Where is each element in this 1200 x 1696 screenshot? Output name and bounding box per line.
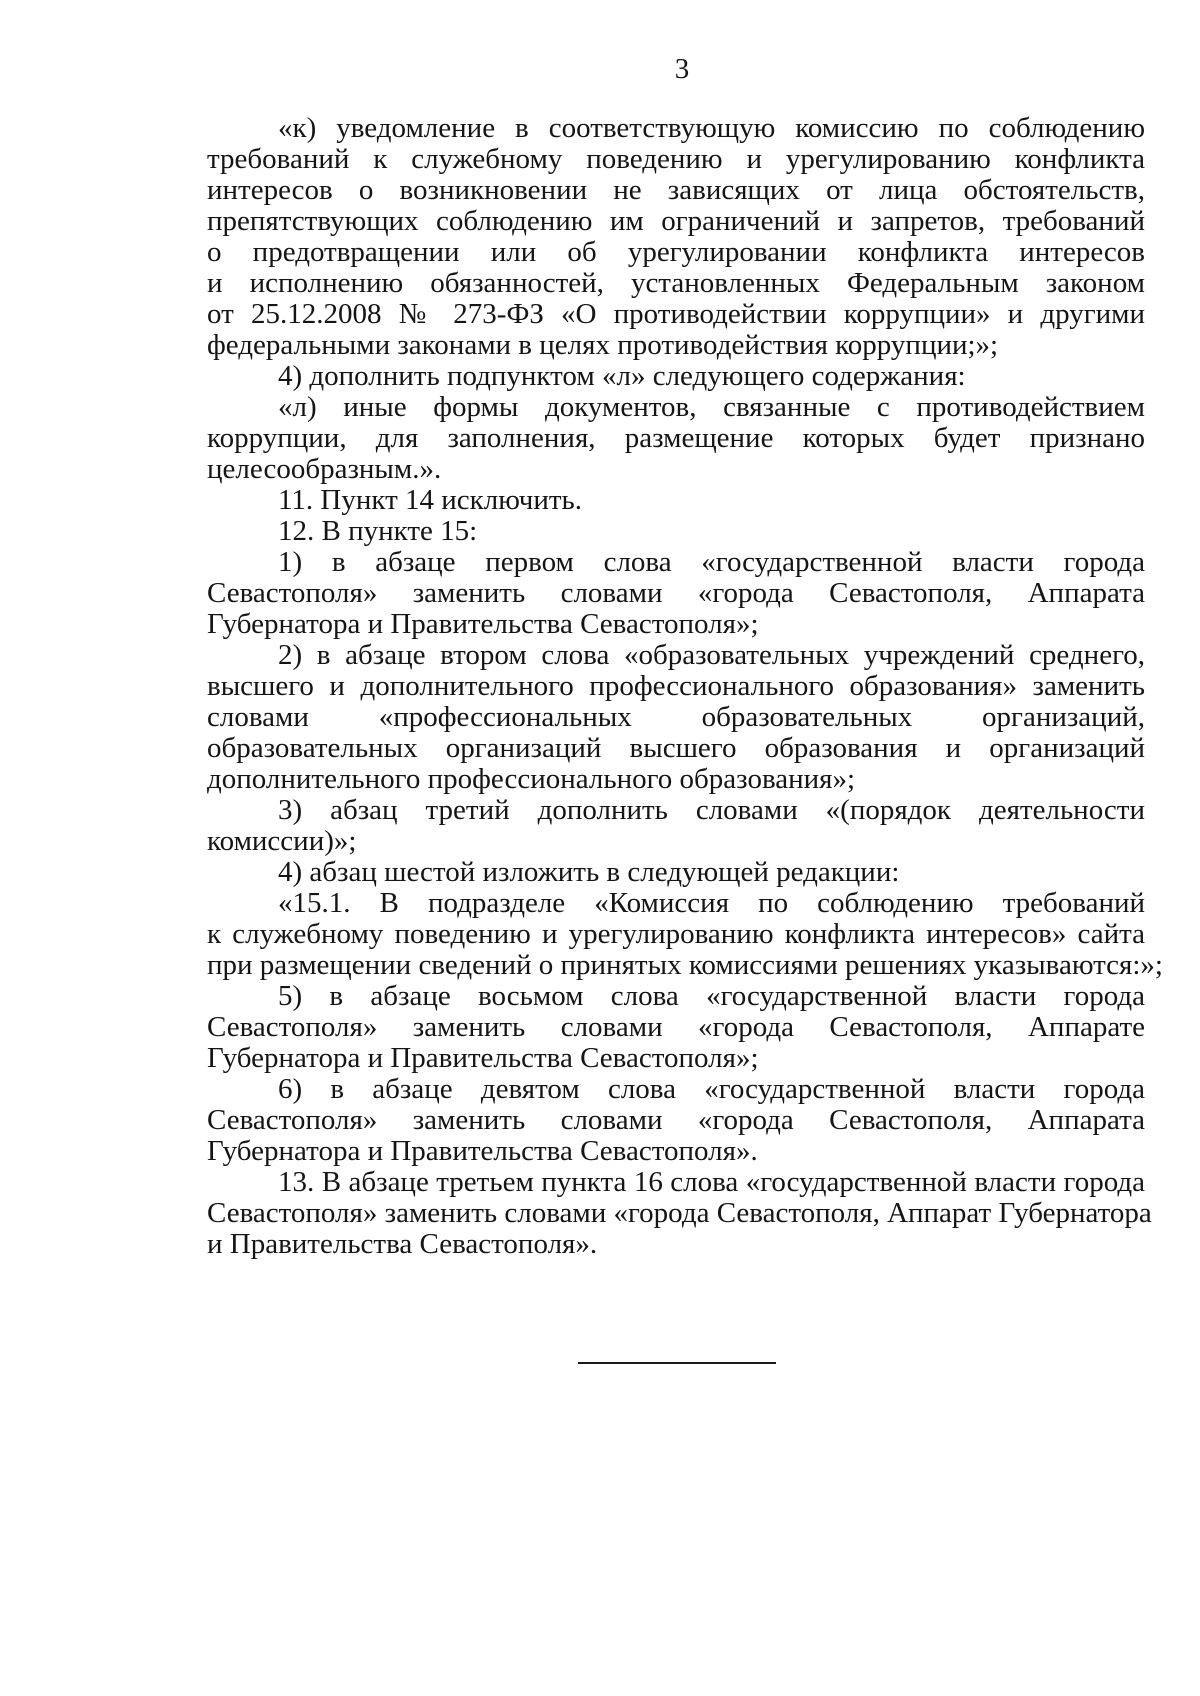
text-line: о предотвращении или об урегулировании конфликта интересов [207,236,1145,268]
text-line: Севастополя» заменить словами «города Севастополя, Аппарат Губернатора [207,1197,1152,1229]
text-line: и исполнению обязанностей, установленных Федеральным законом [207,267,1145,299]
text-line: «к) уведомление в соответствующую комиссию по соблюдению [278,112,1145,144]
text-line: Севастополя» заменить словами «города Севастополя, Аппарате [207,1011,1145,1043]
text-line: 4) абзац шестой изложить в следующей редакции: [278,856,900,888]
text-line: 3) абзац третий дополнить словами «(порядок деятельности [278,794,1145,826]
text-line: и Правительства Севастополя». [207,1228,598,1260]
end-of-text-rule [578,1362,776,1364]
document-body [207,112,1163,1260]
text-line: дополнительного профессионального образования»; [207,763,856,795]
text-line: высшего и дополнительного профессионального образования» заменить [207,670,1145,702]
text-line: «15.1. В подразделе «Комиссия по соблюдению требований [278,887,1145,919]
text-line: от 25.12.2008 № 273-ФЗ «О противодействии коррупции» и другими [207,298,1145,330]
text-line: коррупции, для заполнения, размещение которых будет признано [207,422,1145,454]
text-line: 11. Пункт 14 исключить. [278,484,583,516]
text-line: 13. В абзаце третьем пункта 16 слова «государственной власти города [278,1166,1145,1198]
text-line: комиссии)»; [207,825,357,857]
text-line: 4) дополнить подпунктом «л» следующего содержания: [278,360,966,392]
text-line: интересов о возникновении не зависящих от лица обстоятельств, [207,174,1145,206]
text-line: к служебному поведению и урегулированию конфликта интересов» сайта [207,918,1145,950]
text-line: 12. В пункте 15: [278,515,478,547]
text-line: словами «профессиональных образовательных организаций, [207,701,1145,733]
text-line: Севастополя» заменить словами «города Севастополя, Аппарата [207,1104,1145,1136]
text-line: Губернатора и Правительства Севастополя»; [207,1042,759,1074]
text-line: Губернатора и Правительства Севастополя». [207,1135,758,1167]
text-line: требований к служебному поведению и урегулированию конфликта [207,143,1145,175]
page-number: 3 [674,53,690,85]
text-line: образовательных организаций высшего образования и организаций [207,732,1145,764]
text-line: 2) в абзаце втором слова «образовательных учреждений среднего, [278,639,1145,671]
text-line: целесообразным.». [207,453,442,485]
text-line: «л) иные формы документов, связанные с противодействием [278,391,1145,423]
text-line: препятствующих соблюдению им ограничений и запретов, требований [207,205,1145,237]
text-line: федеральными законами в целях противодействия коррупции;»; [207,329,999,361]
text-line: Севастополя» заменить словами «города Севастополя, Аппарата [207,577,1145,609]
text-line: 6) в абзаце девятом слова «государственной власти города [278,1073,1145,1105]
text-line: при размещении сведений о принятых комиссиями решениях указываются:»; [207,949,1163,981]
text-line: 1) в абзаце первом слова «государственной власти города [278,546,1145,578]
text-line: 5) в абзаце восьмом слова «государственной власти города [278,980,1145,1012]
text-line: Губернатора и Правительства Севастополя»; [207,608,759,640]
